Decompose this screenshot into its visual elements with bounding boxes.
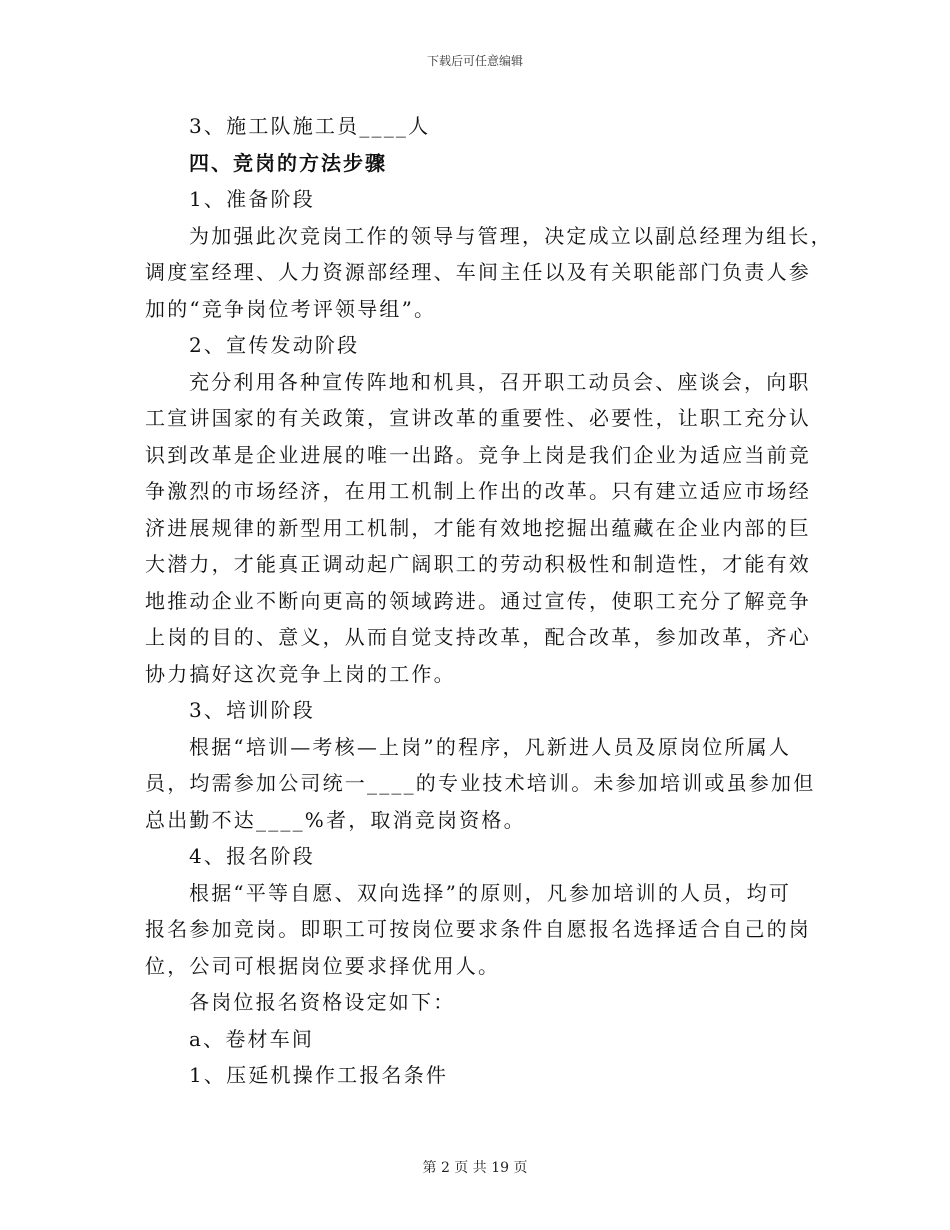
paragraph-line: 协力搞好这次竞争上岗的工作。 (145, 661, 456, 686)
list-item-workshop: a、卷材车间 (189, 1026, 315, 1051)
document-body (145, 108, 833, 1094)
subheading-publicity: 2、宣传发动阶段 (189, 333, 360, 357)
paragraph-line: 充分利用各种宣传阵地和机具，召开职工动员会、座谈会，向职 (189, 369, 811, 394)
paragraph-line: 工宣讲国家的有关政策，宣讲改革的重要性、必要性，让职工充分认 (145, 406, 811, 430)
paragraph-line: 识到改革是企业进展的唯一出路。竞争上岗是我们企业为适应当前竞 (145, 442, 811, 467)
paragraph-line: 上岗的目的、意义，从而自觉支持改革，配合改革，参加改革，齐心 (145, 625, 811, 649)
page-number: 第 2 页 共 19 页 (422, 1160, 528, 1176)
paragraph-line: 地推动企业不断向更高的领域跨进。通过宣传，使职工充分了解竞争 (145, 588, 811, 613)
paragraph-line: 各岗位报名资格设定如下： (189, 990, 456, 1014)
paragraph-line: 位，公司可根据岗位要求择优用人。 (145, 953, 501, 978)
subheading-preparation: 1、准备阶段 (189, 187, 315, 211)
list-item-construction-staff: 3、施工队施工员____人 (189, 114, 431, 138)
section-heading-methods: 四、竞岗的方法步骤 (189, 150, 387, 175)
paragraph-line: 员，均需参加公司统一____的专业技术培训。未参加培训或虽参加但 (145, 771, 816, 795)
paragraph-line: 总出勤不达____%者，取消竞岗资格。 (145, 807, 526, 832)
paragraph-line: 争激烈的市场经济，在用工机制上作出的改革。只有建立适应市场经 (145, 479, 811, 503)
list-item-calender-operator: 1、压延机操作工报名条件 (189, 1063, 449, 1087)
paragraph-line: 根据“培训—考核—上岗”的程序，凡新进人员及原岗位所属人 (189, 734, 792, 759)
subheading-training: 3、培训阶段 (189, 698, 315, 722)
subheading-registration: 4、报名阶段 (189, 844, 315, 868)
paragraph-line: 为加强此次竞岗工作的领导与管理，决定成立以副总经理为组长， (189, 223, 833, 248)
paragraph-line: 济进展规律的新型用工机制，才能有效地挖掘出蕴藏在企业内部的巨 (145, 515, 811, 540)
paragraph-line: 调度室经理、人力资源部经理、车间主任以及有关职能部门负责人参 (145, 260, 811, 284)
paragraph-line: 大潜力，才能真正调动起广阔职工的劳动积极性和制造性，才能有效 (145, 552, 811, 576)
paragraph-line: 报名参加竞岗。即职工可按岗位要求条件自愿报名选择适合自己的岗 (145, 917, 811, 941)
paragraph-line: 加的“竞争岗位考评领导组”。 (145, 296, 437, 321)
paragraph-line: 根据“平等自愿、双向选择”的原则，凡参加培训的人员，均可 (189, 880, 792, 905)
page-header: 下载后可任意编辑 (426, 54, 523, 68)
